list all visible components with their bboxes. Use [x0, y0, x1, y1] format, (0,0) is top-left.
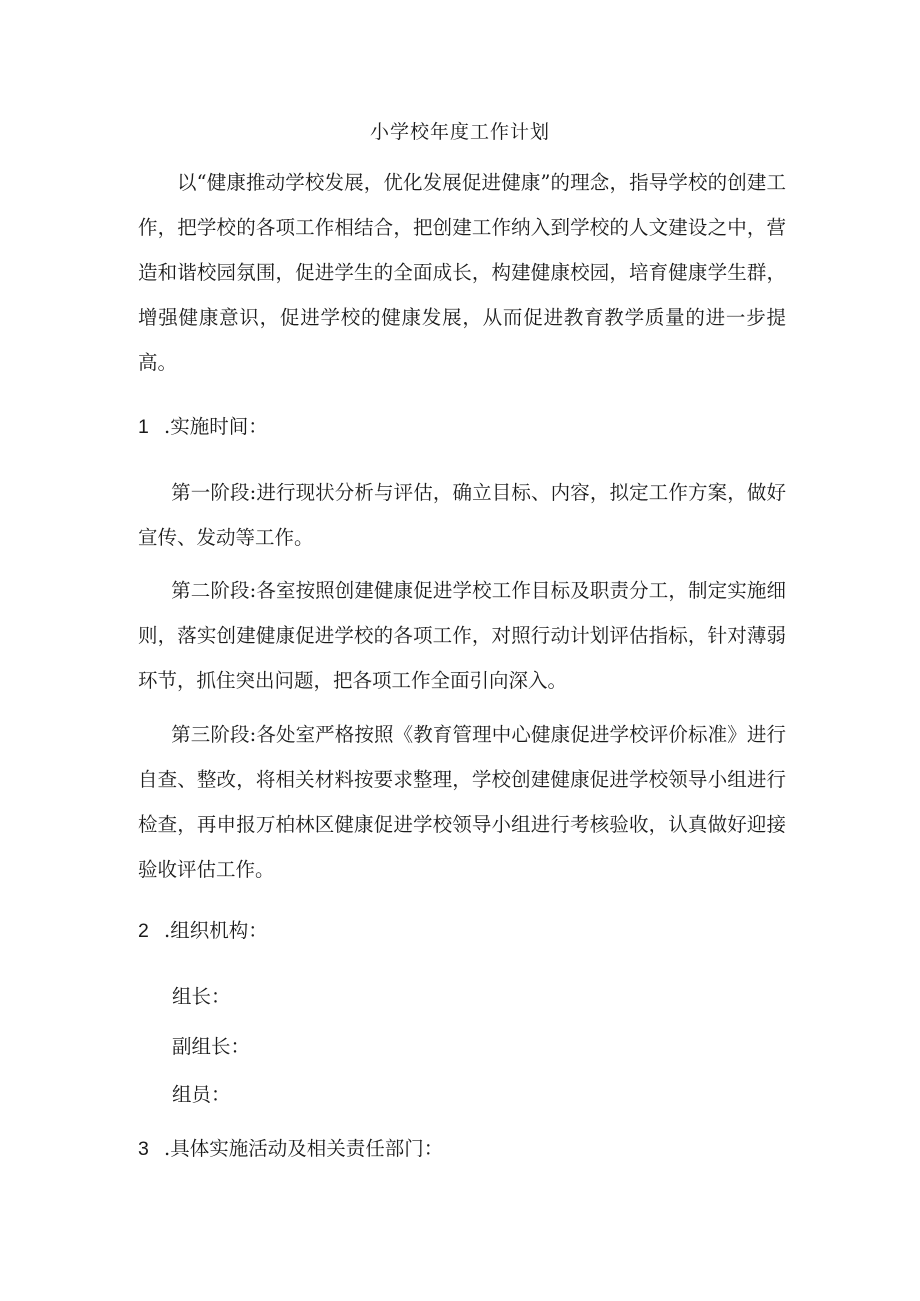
section-title: .组织机构：: [164, 919, 268, 942]
document-title: 小学校年度工作计划: [369, 121, 550, 143]
org-leader-label: 组长：: [172, 985, 231, 1008]
org-deputy-leader-label: 副组长：: [172, 1035, 251, 1058]
section-number: 3: [138, 1138, 149, 1160]
stage-three-paragraph: 第三阶段:各处室严格按照《教育管理中心健康促进学校评价标准》进行自查、整改，将相关材料按要求整理，学校创建健康促进学校领导小组进行检查，再申报万柏林区健康促进学校领导小组进行考核验收，认真做好迎接验收评估工作。: [138, 723, 786, 881]
section-heading-implementation-time: [138, 412, 268, 442]
section-title: .具体实施活动及相关责任部门：: [164, 1137, 444, 1160]
stage-one-paragraph: 第一阶段:进行现状分析与评估，确立目标、内容，拟定工作方案，做好宣传、发动等工作。: [138, 481, 786, 549]
section-heading-organization: [138, 916, 268, 946]
section-number: 2: [138, 920, 149, 942]
org-members-label: 组员：: [172, 1083, 231, 1106]
stage-two-paragraph: 第二阶段:各室按照创建健康促进学校工作目标及职责分工，制定实施细则，落实创建健康促进学校的各项工作，对照行动计划评估指标，针对薄弱环节，抓住突出问题，把各项工作全面引向深入。: [138, 579, 786, 692]
section-heading-activities: [138, 1134, 443, 1164]
intro-paragraph: 以“健康推动学校发展，优化发展促进健康”的理念，指导学校的创建工作，把学校的各项工作相结合，把创建工作纳入到学校的人文建设之中，营造和谐校园氛围，促进学生的全面成长，构建健康校园，培育健康学生群，增强健康意识，促进学校的健康发展，从而促进教育教学质量的进一步提高。: [138, 171, 786, 374]
section-number: 1: [138, 416, 149, 438]
section-title: .实施时间：: [164, 415, 268, 438]
